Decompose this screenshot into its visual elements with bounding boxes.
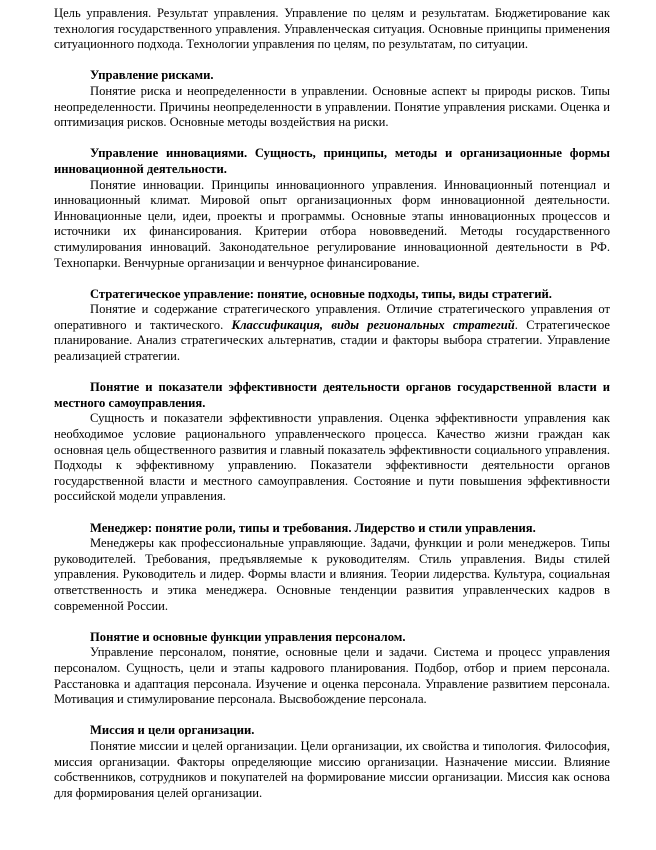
section-heading: Управление инновациями. Сущность, принципы, методы и организационные формы инновационной деятельности. (54, 146, 610, 176)
section-body: Менеджеры как профессиональные управляющие. Задачи, функции и роли менеджеров. Типы руководителей. Требования, предъявляемые к руководителям. Стиль управления. Виды стилей управления. Руководитель и лидер. Формы власти и влияния. Теории лидерства. Культура, социальная ответственность и этика менеджера. Основные тенденции развития управленческих кадров в современной России. (54, 536, 610, 613)
section-heading: Понятие и показатели эффективности деятельности органов государственной власти и местного самоуправления. (54, 380, 610, 410)
section-mission (54, 723, 610, 801)
section-body (54, 302, 610, 364)
section-risks (54, 68, 610, 130)
section-body: Сущность и показатели эффективности управления. Оценка эффективности управления как необходимое условие рационального управленческого процесса. Качество жизни граждан как основная цель общественного развития и главный показатель эффективности социального управления. Подходы к эффективному управлению. Показатели эффективности деятельности органов государственной власти и местного самоуправления. Состояние и пути повышения эффективности российской модели управления. (54, 411, 610, 504)
section-heading: Менеджер: понятие роли, типы и требования. Лидерство и стили управления. (90, 520, 536, 535)
body-text: Понятие и содержание стратегического управления. Отличие стратегического управления от оперативного и тактического. (54, 302, 610, 332)
section-body: Цель управления. Результат управления. Управление по целям и результатам. Бюджетирование как технология государственного управления. Управленческая ситуация. Основные принципы применения ситуационного подхода. Технологии управления по целям, по результатам, по ситуации. (54, 6, 610, 52)
section-goals (54, 6, 610, 53)
emphasized-text: Классификация, виды региональных стратегий (231, 317, 515, 332)
section-heading: Стратегическое управление: понятие, основные подходы, типы, виды стратегий. (90, 286, 552, 301)
section-body: Понятие инновации. Принципы инновационного управления. Инновационный потенциал и инновационный климат. Мировой опыт организационных форм инновационной деятельности. Инновационные цели, идеи, проекты и программы. Основные этапы инновационных процессов и источники их финансирования. Критерии отбора нововведений. Методы государственного стимулирования инноваций. Законодательное регулирование инновационной деятельности в РФ. Технопарки. Венчурные организации и венчурное финансирование. (54, 177, 610, 270)
section-efficiency (54, 380, 610, 505)
section-body: Управление персоналом, понятие, основные цели и задачи. Система и процесс управления персоналом. Сущность, цели и этапы кадрового планирования. Подбор, отбор и прием персонала. Расстановка и адаптация персонала. Изучение и оценка персонала. Управление развитием персонала. Мотивация и стимулирование персонала. Высвобождение персонала. (54, 645, 610, 707)
section-strategy (54, 287, 610, 365)
section-body: Понятие миссии и целей организации. Цели организации, их свойства и типология. Философия, миссия организации. Факторы определяющие миссию организации. Назначение миссии. Влияние собственников, сотрудников и покупателей на формирование миссии организации. Миссия как основа для формирования целей организации. (54, 738, 610, 800)
section-personnel (54, 630, 610, 708)
section-heading: Понятие и основные функции управления персоналом. (90, 629, 406, 644)
section-heading: Управление рисками. (90, 68, 214, 83)
section-heading: Миссия и цели организации. (90, 723, 255, 738)
section-innovation (54, 146, 610, 271)
body-text: . Стратегическое планирование. Анализ стратегических альтернатив, стадии и факторы выбора стратегии. Управление реализацией стратегии. (54, 317, 611, 364)
section-body: Понятие риска и неопределенности в управлении. Основные аспект ы природы рисков. Типы неопределенности. Причины неопределенности в управлении. Понятие управления рисками. Оценка и оптимизация рисков. Основные методы воздействия на риски. (54, 83, 610, 130)
section-manager (54, 521, 610, 615)
